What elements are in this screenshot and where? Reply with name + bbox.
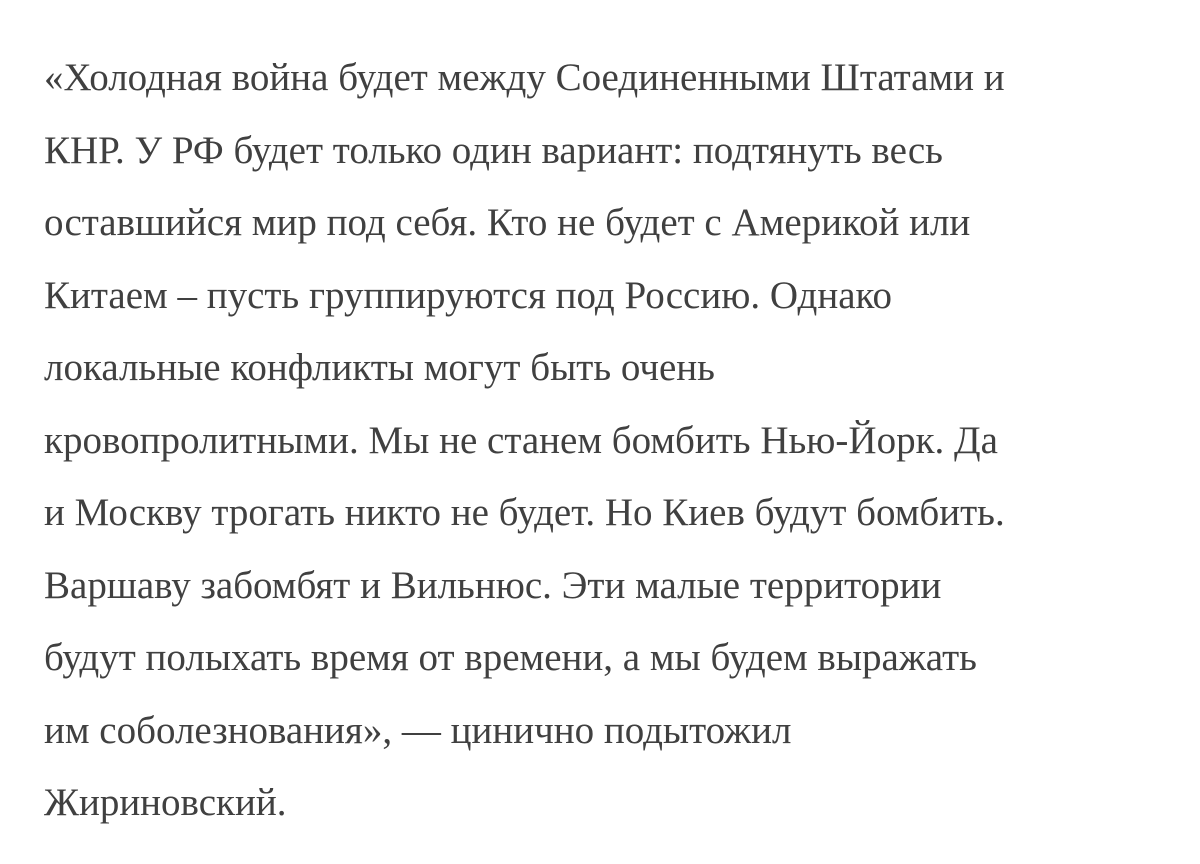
paragraph-line: Жириновский. bbox=[44, 781, 287, 824]
paragraph-line: им соболезнования», — цинично подытожил bbox=[44, 708, 792, 752]
paragraph-line: Варшаву забомбят и Вильнюс. Эти малые территории bbox=[44, 563, 942, 607]
paragraph-line: и Москву трогать никто не будет. Но Киев будут бомбить. bbox=[44, 491, 1005, 534]
paragraph-line: кровопролитными. Мы не станем бомбить Нью-Йорк. Да bbox=[44, 418, 998, 462]
paragraph-line: локальные конфликты могут быть очень bbox=[44, 346, 715, 389]
paragraph-line: Китаем – пусть группируются под Россию. Однако bbox=[44, 273, 892, 317]
paragraph-line: оставшийся мир под себя. Кто не будет с Америкой или bbox=[44, 201, 971, 244]
paragraph-line: КНР. У РФ будет только один вариант: подтянуть весь bbox=[44, 128, 943, 172]
paragraph-line: «Холодная война будет между Соединенными Штатами и bbox=[44, 56, 1005, 99]
paragraph-line: будут полыхать время от времени, а мы будем выражать bbox=[44, 636, 977, 679]
quote-paragraph bbox=[44, 42, 1160, 840]
